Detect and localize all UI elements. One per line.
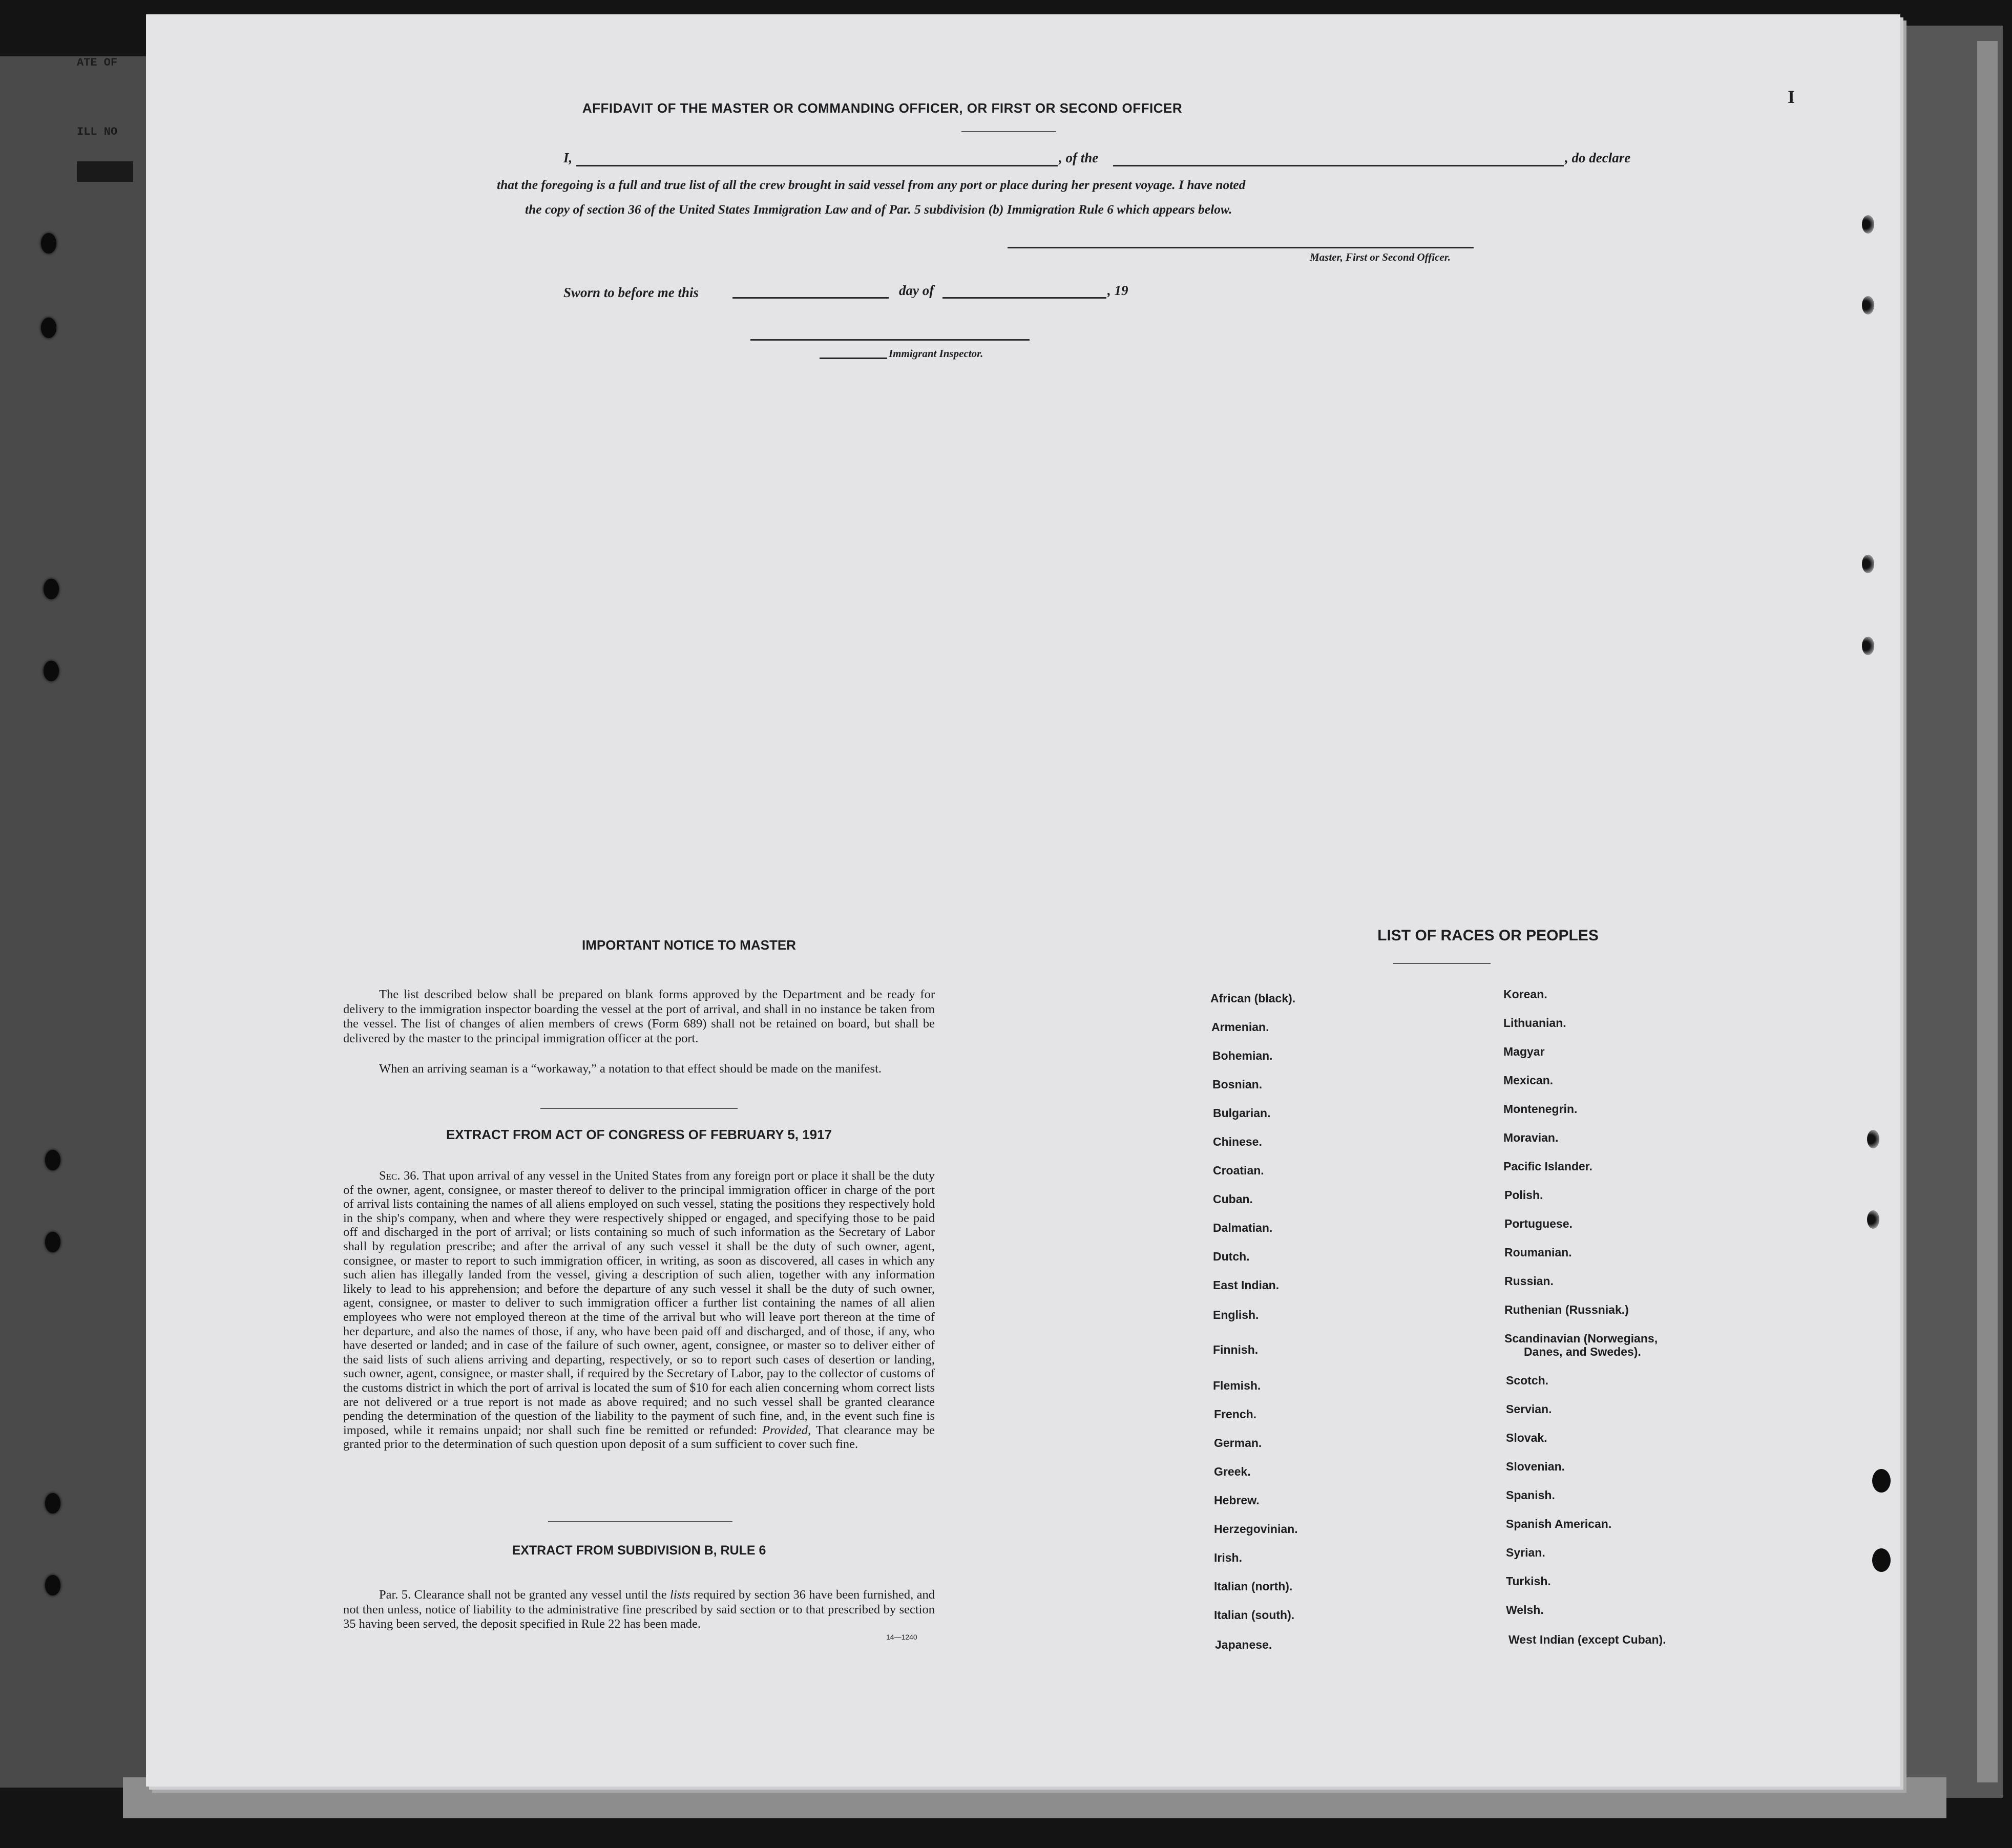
- race-right-18: Spanish.: [1506, 1488, 1555, 1502]
- race-right-23: West Indian (except Cuban).: [1508, 1633, 1666, 1646]
- race-left-5: Bulgarian.: [1213, 1106, 1271, 1120]
- declaration-i: I,: [563, 150, 573, 165]
- race-right-21: Turkish.: [1506, 1574, 1551, 1588]
- race-left-18: Hebrew.: [1214, 1494, 1260, 1507]
- inspector-caption-lead: [820, 358, 887, 359]
- race-right-14: Scotch.: [1506, 1374, 1549, 1387]
- act-extract-title: EXTRACT FROM ACT OF CONGRESS OF FEBRUARY 5, 1917: [446, 1127, 832, 1142]
- race-left-3: Bohemian.: [1212, 1049, 1273, 1062]
- race-left-22: Italian (south).: [1214, 1608, 1295, 1622]
- race-right-6: Moravian.: [1503, 1131, 1559, 1144]
- rule-extract-text: [343, 1588, 935, 1632]
- race-left-9: Dalmatian.: [1213, 1221, 1273, 1234]
- margin-scrap-bar: [77, 161, 133, 182]
- act-extract-text: [343, 1169, 935, 1452]
- signature-caption: Master, First or Second Officer.: [1310, 251, 1451, 263]
- declaration-line-3: the copy of section 36 of the United States Immigration Law and of Par. 5 subdivision (b) Immigration Rule 6 which appears below.: [525, 202, 1232, 217]
- rule-text-part-1: Par. 5. Clearance shall not be granted any vessel until the: [379, 1588, 670, 1602]
- race-right-4: Mexican.: [1503, 1074, 1554, 1087]
- race-left-15: French.: [1214, 1408, 1257, 1421]
- races-title-rule: [1393, 963, 1491, 964]
- sworn-label: Sworn to before me this: [563, 285, 699, 300]
- notice-title: IMPORTANT NOTICE TO MASTER: [582, 937, 796, 953]
- race-left-6: Chinese.: [1213, 1135, 1262, 1148]
- race-right-8: Polish.: [1504, 1188, 1543, 1202]
- race-left-17: Greek.: [1214, 1465, 1251, 1478]
- race-right-5: Montenegrin.: [1503, 1102, 1578, 1116]
- race-right-12: Ruthenian (Russniak.): [1504, 1303, 1629, 1316]
- race-right-13b: Danes, and Swedes).: [1524, 1345, 1641, 1358]
- declaration-of-the: , of the: [1059, 150, 1099, 165]
- race-right-20: Syrian.: [1506, 1546, 1545, 1559]
- race-left-16: German.: [1214, 1436, 1262, 1450]
- race-left-10: Dutch.: [1213, 1250, 1250, 1263]
- margin-scrap-1: ATE OF: [77, 56, 118, 69]
- signature-line: [1008, 247, 1474, 248]
- section-label: Sec. 36.: [379, 1169, 420, 1183]
- race-left-4: Bosnian.: [1212, 1078, 1263, 1091]
- race-right-9: Portuguese.: [1504, 1217, 1573, 1230]
- declaration-line-2: that the foregoing is a full and true list of all the crew brought in said vessel from any port or place during her present voyage. I have noted: [497, 177, 1246, 192]
- notice-paragraph-2: When an arriving seaman is a “workaway,” a notation to that effect should be made on the manifest.: [379, 1062, 882, 1076]
- margin-scrap-2: ILL NO: [77, 125, 118, 138]
- race-right-16: Slovak.: [1506, 1431, 1547, 1444]
- act-text-part-2: That clearance may be granted prior to the determination of such question upon deposit of a sum sufficient to cover such fine.: [343, 1423, 935, 1452]
- race-left-8: Cuban.: [1213, 1192, 1253, 1206]
- rule-extract-title: EXTRACT FROM SUBDIVISION B, RULE 6: [512, 1543, 766, 1558]
- declarant-name-line: [576, 165, 1058, 166]
- form-number: 14—1240: [886, 1633, 917, 1641]
- punch-hole-right-2: [1862, 296, 1874, 314]
- binder-hole-left-7: [45, 1493, 60, 1514]
- race-left-1: African (black).: [1210, 992, 1296, 1005]
- binder-hole-left-2: [41, 318, 56, 338]
- notice-paragraph-1: The list described below shall be prepared on blank forms approved by the Department and be ready for delivery to the immigration inspector boarding the vessel at the port of arrival, and shall in no instance be taken from the vessel. The list of changes of alien members of crews (Form 689) shall not be retained on board, but shall be delivered by the master to the principal immigration officer at the port.: [343, 988, 935, 1045]
- year-label: , 19: [1107, 283, 1128, 298]
- race-right-2: Lithuanian.: [1503, 1016, 1566, 1030]
- race-left-23: Japanese.: [1215, 1638, 1272, 1651]
- binder-hole-left-5: [45, 1150, 60, 1170]
- race-right-13: Scandinavian (Norwegians,: [1504, 1332, 1658, 1345]
- sworn-day-line: [732, 297, 889, 299]
- race-right-17: Slovenian.: [1506, 1460, 1565, 1473]
- race-left-12: English.: [1213, 1308, 1259, 1321]
- rule-text-part-2: required by section 36 have been furnished, and not then unless, notice of liability to the administrative fine prescribed by said section or to that prescribed by section 35 having been served, the deposit specified in Rule 22 has been made.: [343, 1588, 935, 1631]
- vessel-name-line: [1113, 165, 1564, 166]
- race-right-19: Spanish American.: [1506, 1517, 1612, 1530]
- punch-hole-right-4: [1862, 637, 1874, 655]
- punch-hole-right-6: [1867, 1210, 1879, 1229]
- punch-hole-right-8: [1872, 1548, 1891, 1572]
- page-number-mark: I: [1788, 87, 1795, 107]
- race-right-10: Roumanian.: [1504, 1246, 1572, 1259]
- punch-hole-right-5: [1867, 1130, 1879, 1148]
- provided-word: Provided,: [762, 1423, 811, 1437]
- underlying-sheet-left: [0, 56, 154, 1788]
- affidavit-title-rule: [961, 131, 1056, 132]
- race-right-15: Servian.: [1506, 1402, 1552, 1416]
- binder-hole-left-1: [41, 233, 56, 254]
- underlying-sheet-right-edge: [1977, 41, 1998, 1782]
- act-text-part-1: That upon arrival of any vessel in the United States from any foreign port or place it shall be the duty of the owner, agent, consignee, or master thereof to deliver to the principal immigration officer in charge of the port of arrival lists containing the names of all aliens employed on such vessel, stating the positions they respectively hold in the ship's company, when and where they were respectively shipped or engaged, and specifying those to be paid off and discharged in the port of arrival; or lists containing so much of such information as the Secretary of Labor shall by regulation prescribe; and after the arrival of any such vessel it shall be the duty of such owner, agent, consignee, or master to report to such immigration officer, in writing, as soon as discovered, all cases in which any such alien has illegally landed from the vessel, giving a description of such alien, together with any information likely to lead to his apprehension; and before the departure of any such vessel it shall be the duty of such owner, agent, consignee, or master to deliver to such immigration officer a further list containing the names of all alien employees who were not employed thereon at the time of the arrival but who will leave port thereon at the time of her departure, and also the names of those, if any, who have been paid off and discharged, and of those, if any, who have deserted or landed; and in case of the failure of such owner, agent, consignee, or master so to deliver either of the said lists of such aliens arriving and departing, respectively, or so to report such cases of desertion or landing, such owner, agent, consignee, or master shall, if required by the Secretary of Labor, pay to the collector of customs of the customs district in which the port of arrival is located the sum of $10 for each alien concerning whom correct lists are not delivered or a true report is not made as above required; and no such vessel shall be granted clearance pending the determination of the question of the liability to the payment of such fine, and, in the event such fine is imposed, while it remains unpaid; nor shall such fine be remitted or refunded:: [343, 1169, 935, 1437]
- race-right-3: Magyar: [1503, 1045, 1545, 1058]
- races-title: LIST OF RACES OR PEOPLES: [1377, 927, 1599, 944]
- notice-separator: [540, 1108, 738, 1109]
- document-page: [146, 14, 1900, 1787]
- declaration-do-declare: , do declare: [1565, 150, 1631, 165]
- act-separator: [548, 1521, 732, 1522]
- lists-word: lists: [670, 1588, 690, 1602]
- race-left-14: Flemish.: [1213, 1379, 1261, 1392]
- race-left-20: Irish.: [1214, 1551, 1242, 1564]
- binder-hole-left-8: [45, 1575, 60, 1595]
- race-left-7: Croatian.: [1213, 1164, 1264, 1177]
- race-left-13: Finnish.: [1213, 1343, 1259, 1356]
- affidavit-title: AFFIDAVIT OF THE MASTER OR COMMANDING OFFICER, OR FIRST OR SECOND OFFICER: [582, 100, 1183, 116]
- day-of-label: day of: [899, 283, 934, 298]
- race-left-11: East Indian.: [1213, 1278, 1280, 1292]
- race-right-22: Welsh.: [1506, 1603, 1544, 1616]
- inspector-caption: Immigrant Inspector.: [889, 347, 983, 360]
- sworn-month-line: [942, 297, 1106, 299]
- binder-hole-left-3: [44, 579, 59, 599]
- punch-hole-right-7: [1872, 1469, 1891, 1493]
- punch-hole-right-3: [1862, 555, 1874, 573]
- binder-hole-left-6: [45, 1232, 60, 1252]
- binder-hole-left-4: [44, 661, 59, 681]
- inspector-signature-line: [750, 339, 1030, 341]
- race-left-21: Italian (north).: [1214, 1580, 1293, 1593]
- race-right-11: Russian.: [1504, 1274, 1554, 1288]
- race-left-19: Herzegovinian.: [1214, 1522, 1298, 1536]
- punch-hole-right-1: [1862, 215, 1874, 234]
- race-right-1: Korean.: [1503, 988, 1547, 1001]
- race-left-2: Armenian.: [1211, 1020, 1269, 1034]
- race-right-7: Pacific Islander.: [1503, 1160, 1592, 1173]
